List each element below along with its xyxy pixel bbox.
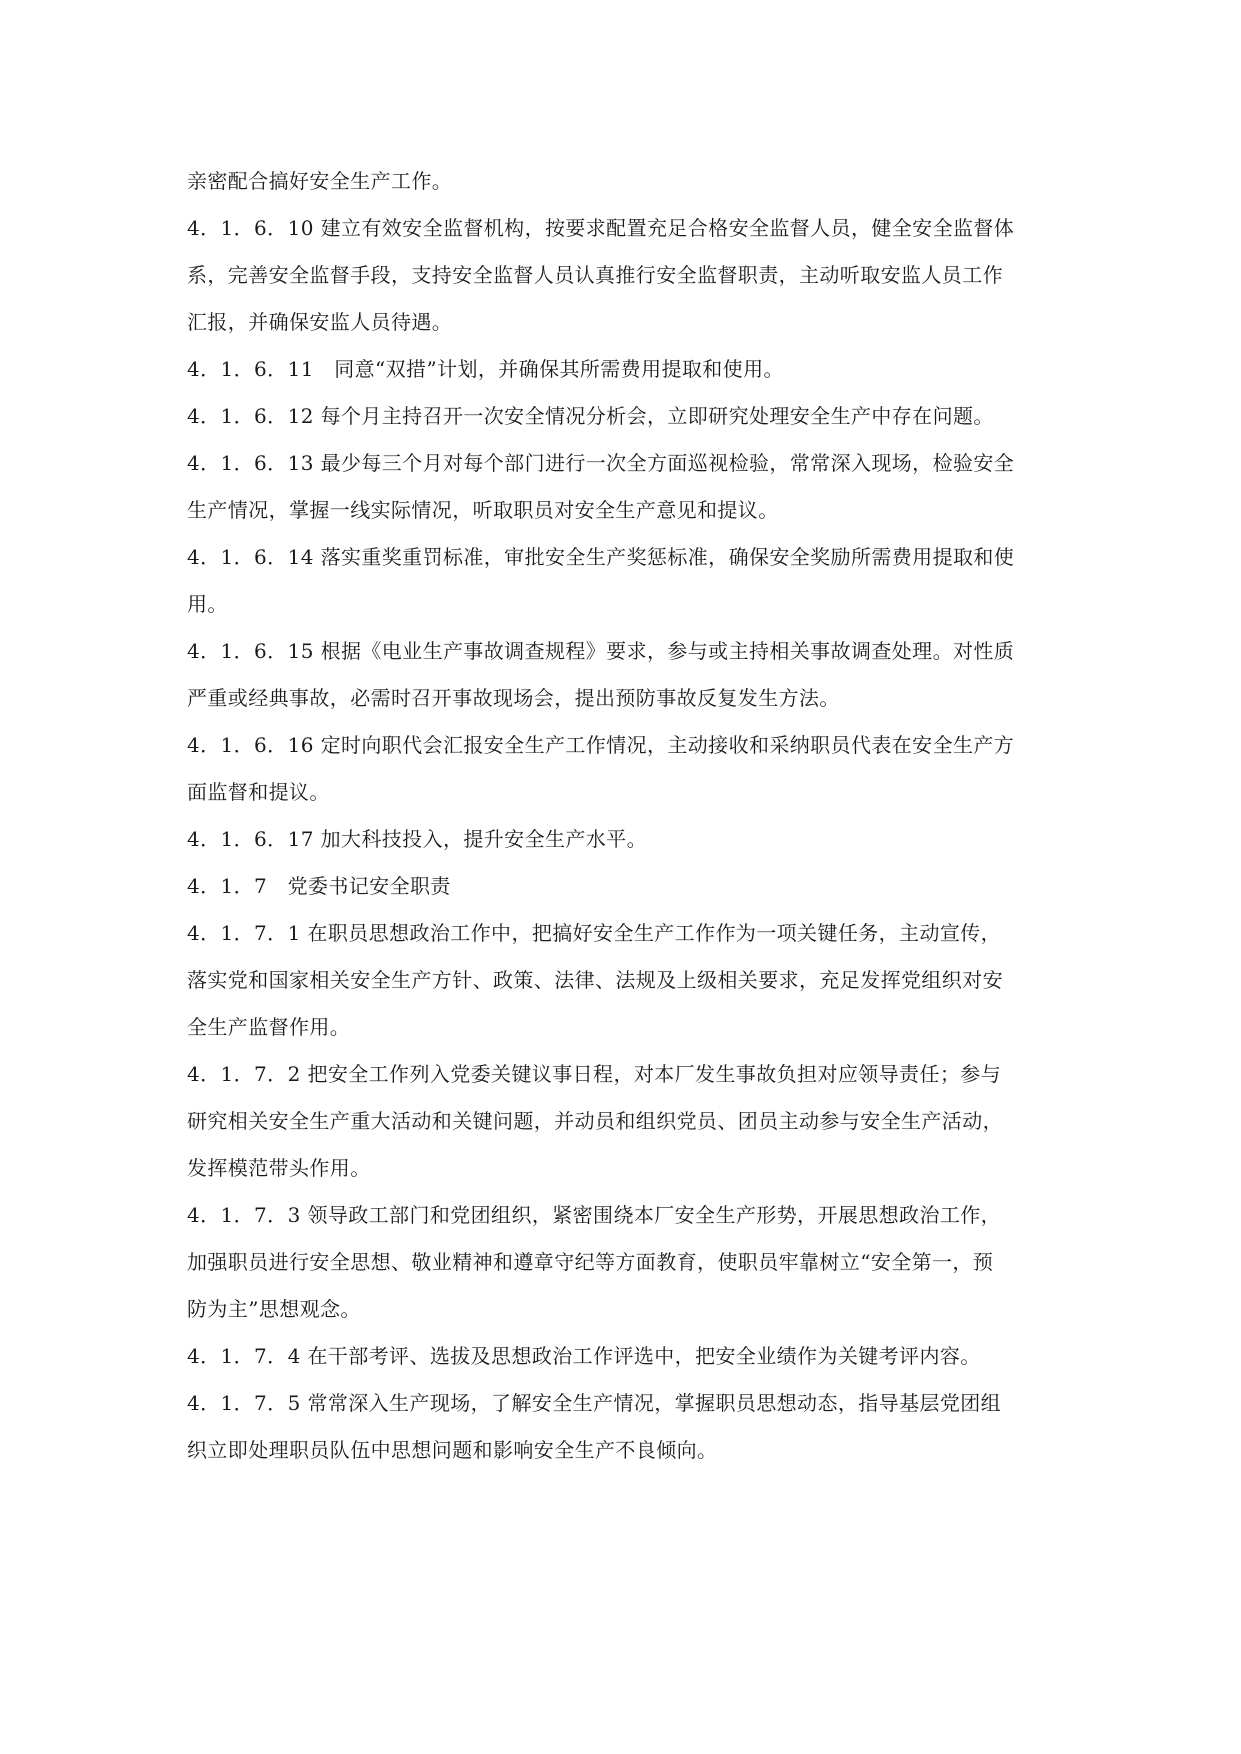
- text-line: 4．1．7．1 在职员思想政治工作中，把搞好安全生产工作作为一项关键任务，主动宣传，: [187, 921, 1002, 945]
- paragraph: [187, 722, 1057, 816]
- text-line: 发挥模范带头作用。: [187, 1156, 371, 1180]
- text-line: 4．1．6．17 加大科技投入，提升安全生产水平。: [187, 827, 647, 851]
- text-line: 4．1．7．3 领导政工部门和党团组织，紧密围绕本厂安全生产形势，开展思想政治工作，: [187, 1203, 1002, 1227]
- paragraph: [187, 158, 1057, 205]
- section-heading: [187, 863, 1057, 910]
- paragraph: [187, 1051, 1057, 1192]
- paragraph: [187, 628, 1057, 722]
- document-body: [187, 158, 1057, 1474]
- text-line: 4．1．7．5 常常深入生产现场，了解安全生产情况，掌握职员思想动态，指导基层党团组: [187, 1391, 1002, 1415]
- text-line: 4．1．7．4 在干部考评、选拔及思想政治工作评选中，把安全业绩作为关键考评内容。: [187, 1344, 981, 1368]
- paragraph: [187, 910, 1057, 1051]
- text-line: 生产情况，掌握一线实际情况，听取职员对安全生产意见和提议。: [187, 498, 779, 522]
- paragraph: [187, 1333, 1057, 1380]
- text-line: 织立即处理职员队伍中思想问题和影响安全生产不良倾向。: [187, 1438, 718, 1462]
- paragraph: [187, 440, 1057, 534]
- text-line: 研究相关安全生产重大活动和关键问题，并动员和组织党员、团员主动参与安全生产活动，: [187, 1109, 1003, 1133]
- text-line: 4．1．6．14 落实重奖重罚标准，审批安全生产奖惩标准，确保安全奖励所需费用提取和使: [187, 545, 1015, 569]
- text-line: 亲密配合搞好安全生产工作。: [187, 169, 453, 193]
- text-line: 4．1．7．2 把安全工作列入党委关键议事日程，对本厂发生事故负担对应领导责任；参与: [187, 1062, 1002, 1086]
- paragraph: [187, 816, 1057, 863]
- paragraph: [187, 1380, 1057, 1474]
- paragraph: [187, 1192, 1057, 1333]
- text-line: 加强职员进行安全思想、敬业精神和遵章守纪等方面教育，使职员牢靠树立“安全第一，预: [187, 1250, 994, 1274]
- text-line: 用。: [187, 592, 228, 616]
- text-line: 4．1．6．13 最少每三个月对每个部门进行一次全方面巡视检验，常常深入现场，检验安全: [187, 451, 1015, 475]
- text-line: 面监督和提议。: [187, 780, 330, 804]
- paragraph: [187, 346, 1057, 393]
- text-line: 4．1．6．10 建立有效安全监督机构，按要求配置充足合格安全监督人员，健全安全监督体: [187, 216, 1015, 240]
- text-line: 4．1．6．15 根据《电业生产事故调查规程》要求，参与或主持相关事故调查处理。对性质: [187, 639, 1015, 663]
- paragraph: [187, 393, 1057, 440]
- text-line: 防为主”思想观念。: [187, 1297, 361, 1321]
- paragraph: [187, 205, 1057, 346]
- text-line: 4．1．6．11 同意“双措”计划，并确保其所需费用提取和使用。: [187, 357, 784, 381]
- text-line: 4．1．6．16 定时向职代会汇报安全生产工作情况，主动接收和采纳职员代表在安全生产方: [187, 733, 1015, 757]
- text-line: 严重或经典事故，必需时召开事故现场会，提出预防事故反复发生方法。: [187, 686, 840, 710]
- paragraph: [187, 534, 1057, 628]
- text-line: 4．1．7 党委书记安全职责: [187, 874, 451, 898]
- text-line: 落实党和国家相关安全生产方针、政策、法律、法规及上级相关要求，充足发挥党组织对安: [187, 968, 1003, 992]
- text-line: 4．1．6．12 每个月主持召开一次安全情况分析会，立即研究处理安全生产中存在问题。: [187, 404, 994, 428]
- text-line: 全生产监督作用。: [187, 1015, 351, 1039]
- text-line: 汇报，并确保安监人员待遇。: [187, 310, 453, 334]
- text-line: 系，完善安全监督手段，支持安全监督人员认真推行安全监督职责，主动听取安监人员工作: [187, 263, 1003, 287]
